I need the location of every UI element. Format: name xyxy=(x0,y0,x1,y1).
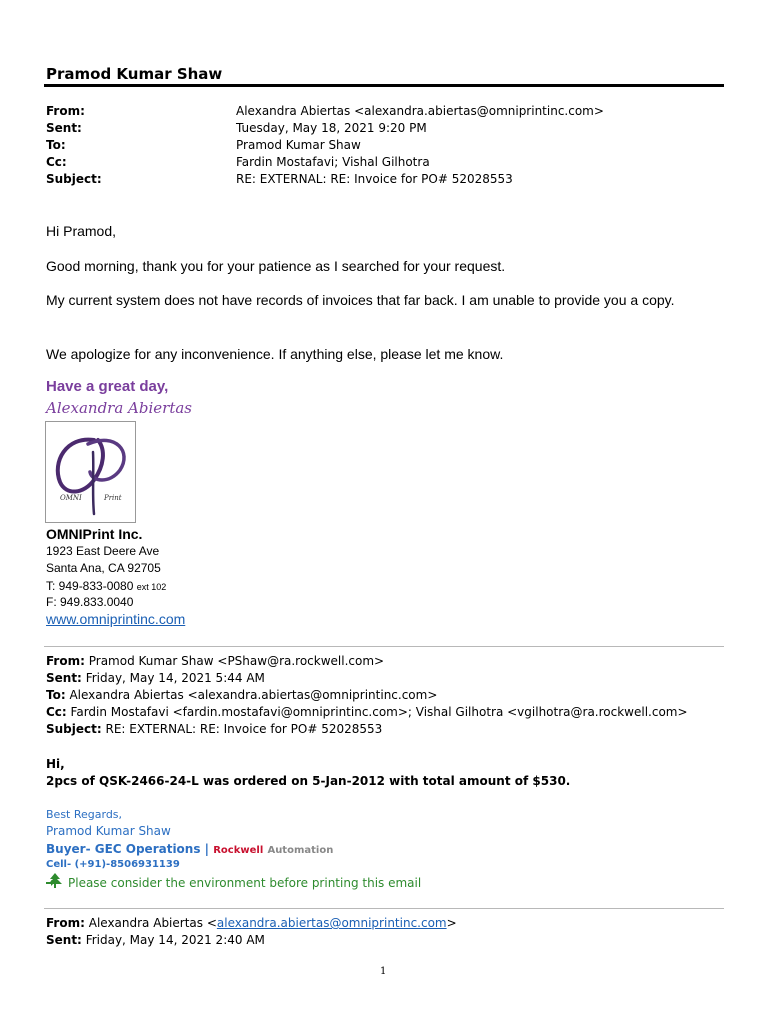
phone-number: T: 949-833-0080 xyxy=(46,579,134,593)
quoted1-sent-label: Sent: xyxy=(46,671,82,685)
quoted1-sent xyxy=(46,671,265,685)
cc-value: Fardin Mostafavi; Vishal Gilhotra xyxy=(236,155,430,169)
quoted2-sent xyxy=(46,933,265,947)
quoted1-subject-label: Subject: xyxy=(46,722,102,736)
quoted1-sent-value: Friday, May 14, 2021 5:44 AM xyxy=(85,671,265,685)
quoted2-sent-value: Friday, May 14, 2021 2:40 AM xyxy=(85,933,265,947)
quoted1-subject-value: RE: EXTERNAL: RE: Invoice for PO# 52028553 xyxy=(105,722,383,736)
body-para2: My current system does not have records of invoices that far back. I am unable to provide you a copy. xyxy=(46,292,675,308)
from-value: Alexandra Abiertas <alexandra.abiertas@omniprintinc.com> xyxy=(236,104,604,118)
phone-ext: ext 102 xyxy=(136,582,167,592)
signature-name: Alexandra Abiertas xyxy=(46,399,193,417)
body-para3: We apologize for any inconvenience. If anything else, please let me know. xyxy=(46,346,504,362)
mailbox-owner: Pramod Kumar Shaw xyxy=(46,65,223,83)
quoted1-cc-label: Cc: xyxy=(46,705,67,719)
quoted1-message: 2pcs of QSK-2466-24-L was ordered on 5-Jan-2012 with total amount of $530. xyxy=(46,774,571,788)
quoted2-from-close: > xyxy=(446,916,457,930)
sent-label: Sent: xyxy=(46,121,82,135)
to-value: Pramod Kumar Shaw xyxy=(236,138,361,152)
quoted2-from-name: Alexandra Abiertas < xyxy=(88,916,217,930)
quoted1-from-value: Pramod Kumar Shaw <PShaw@ra.rockwell.com> xyxy=(88,654,385,668)
quoted1-from-label: From: xyxy=(46,654,85,668)
website-link[interactable]: www.omniprintinc.com xyxy=(46,611,186,627)
sent-value: Tuesday, May 18, 2021 9:20 PM xyxy=(236,121,427,135)
quoted1-sender-name: Pramod Kumar Shaw xyxy=(46,824,171,838)
divider-1 xyxy=(44,646,724,647)
logo-omni-text: OMNI xyxy=(60,494,82,502)
divider-2 xyxy=(44,908,724,909)
logo-print-text: Print xyxy=(104,494,122,502)
page-number: 1 xyxy=(380,966,387,977)
quoted1-greeting: Hi, xyxy=(46,757,65,771)
quoted1-to-value: Alexandra Abiertas <alexandra.abiertas@omniprintinc.com> xyxy=(69,688,438,702)
quoted2-sent-label: Sent: xyxy=(46,933,82,947)
address-line-2: Santa Ana, CA 92705 xyxy=(46,561,161,575)
quoted2-from-label: From: xyxy=(46,916,85,930)
rockwell-brand: Rockwell xyxy=(213,845,264,856)
quoted1-title-line xyxy=(46,842,333,856)
body-greeting: Hi Pramod, xyxy=(46,223,117,239)
header-rule xyxy=(44,84,724,87)
quoted1-cc xyxy=(46,705,688,719)
to-label: To: xyxy=(46,138,66,152)
quoted1-cell: Cell- (+91)-8506931139 xyxy=(46,859,180,870)
quoted1-title: Buyer- GEC Operations | xyxy=(46,842,210,856)
omniprint-logo xyxy=(45,421,136,523)
company-name: OMNIPrint Inc. xyxy=(46,526,143,542)
omniprint-logo-icon xyxy=(46,422,135,522)
phone-line xyxy=(46,579,166,593)
subject-value: RE: EXTERNAL: RE: Invoice for PO# 52028553 xyxy=(236,172,513,186)
quoted1-to xyxy=(46,688,437,702)
body-para1: Good morning, thank you for your patience as I searched for your request. xyxy=(46,258,506,274)
quoted1-regards: Best Regards, xyxy=(46,808,123,821)
quoted2-email-link[interactable]: alexandra.abiertas@omniprintinc.com xyxy=(216,916,447,930)
quoted2-from xyxy=(46,916,457,930)
quoted1-to-label: To: xyxy=(46,688,66,702)
quoted1-cc-value: Fardin Mostafavi <fardin.mostafavi@omniprintinc.com>; Vishal Gilhotra <vgilhotra@ra.rockwell.com> xyxy=(70,705,688,719)
quoted1-from xyxy=(46,654,384,668)
environment-note: Please consider the environment before printing this email xyxy=(68,876,422,890)
fax-line: F: 949.833.0040 xyxy=(46,595,134,609)
quoted1-subject xyxy=(46,722,382,736)
signature-closing: Have a great day, xyxy=(46,378,169,395)
from-label: From: xyxy=(46,104,85,118)
automation-brand: Automation xyxy=(267,845,334,856)
address-line-1: 1923 East Deere Ave xyxy=(46,544,160,558)
cc-label: Cc: xyxy=(46,155,67,169)
subject-label: Subject: xyxy=(46,172,102,186)
tree-icon xyxy=(45,872,65,890)
